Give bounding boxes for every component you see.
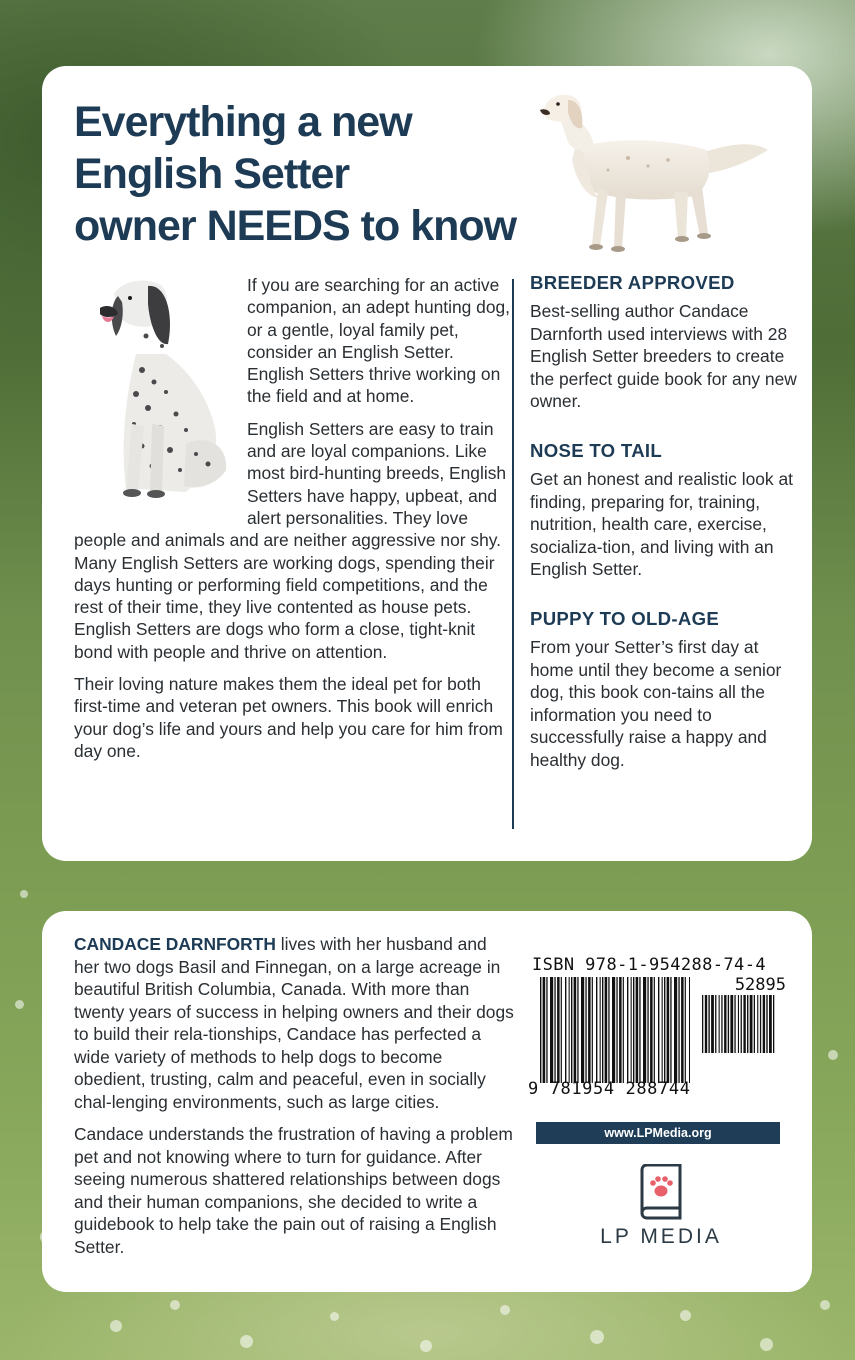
bio-paragraph-1-text: lives with her husband and her two dogs Basil and Finnegan, on a large acreage in beautiful British Columbia, Canada. With more than twenty years of success in helping owners and their dogs to build their rela-tionships, Candace has perfected a wide variety of methods to help dogs to become obedient, trusting, calm and peaceful, even in socially chal-lenging environments, such as large cities.: [74, 934, 514, 1112]
column-divider: [512, 279, 514, 829]
english-setter-standing-image: [538, 88, 770, 260]
feature-body: From your Setter’s first day at home until they become a senior dog, this book con-tains all the information you need to successfully raise a happy and healthy dog.: [530, 636, 782, 770]
isbn-barcode: [540, 977, 690, 1083]
image-wrap-spacer: [74, 274, 247, 520]
intro-paragraph-3: Their loving nature makes them the ideal pet for both first-time and veteran pet owners. This book will enrich your dog’s life and yours and help you care for him from day one.: [74, 674, 503, 761]
headline: [74, 96, 516, 252]
feature-heading: BREEDER APPROVED: [530, 272, 735, 293]
bio-paragraph-2: Candace understands the frustration of having a problem pet and not knowing where to turn for guidance. After seeing numerous shattered relationships between dogs and their human companions, she decided to write a guidebook to help take the pain out of raising a English Setter.: [74, 1124, 513, 1257]
headline-line-3: owner NEEDS to know: [74, 202, 517, 250]
feature-heading: NOSE TO TAIL: [530, 439, 663, 461]
author-name: CANDACE DARNFORTH: [74, 934, 276, 954]
barcode-addon-number: 52895: [734, 975, 786, 995]
feature-body: Get an honest and realistic look at finding, preparing for, training, nutrition, health care, exercise, socializa-tion, and living with an English Setter.: [530, 468, 793, 580]
feature-body: Best-selling author Candace Darnforth used interviews with 28 English Setter breeders to create the perfect guide book for any new owner.: [530, 301, 797, 412]
feature-heading: PUPPY TO OLD-AGE: [530, 607, 720, 629]
intro-text: [74, 274, 510, 772]
publisher-logo-text: LP MEDIA: [600, 1225, 722, 1248]
feature-puppy-to-old-age: [530, 607, 800, 772]
publisher-url: www.LPMedia.org: [536, 1122, 780, 1144]
book-paw-icon: [636, 1164, 686, 1220]
author-card: [42, 911, 812, 1292]
author-bio: [74, 933, 514, 1268]
description-card: [42, 66, 812, 861]
feature-nose-to-tail: [530, 439, 800, 581]
isbn-label: ISBN 978-1-954288-74-4: [532, 955, 766, 975]
features-column: [530, 271, 800, 798]
feature-breeder-approved: [530, 271, 800, 413]
intro-paragraph-2: English Setters are easy to train and are loyal companions. Like most bird-hunting breeds, English Setters have happy, upbeat, and alert personalities. They love people and animals and are neither aggressive nor shy. Many English Setters are working dogs, spending their days hunting or performing field competitions, and the rest of their time, they live contented as house pets. English Setters are dogs who form a close, tight-knit bond with people and thrive on attention.: [74, 418, 507, 662]
price-addon-barcode: [702, 995, 776, 1053]
headline-line-2: English Setter: [74, 150, 350, 198]
bio-paragraph-1: [74, 933, 514, 1113]
barcode-digits: 9 781954 288744: [528, 1079, 691, 1099]
headline-line-1: Everything a new: [74, 98, 412, 146]
intro-paragraph-1: If you are searching for an active companion, an adept hunting dog, or a gentle, loyal family pet, consider an English Setter. English Setters thrive working on the field and at home.: [247, 275, 510, 407]
